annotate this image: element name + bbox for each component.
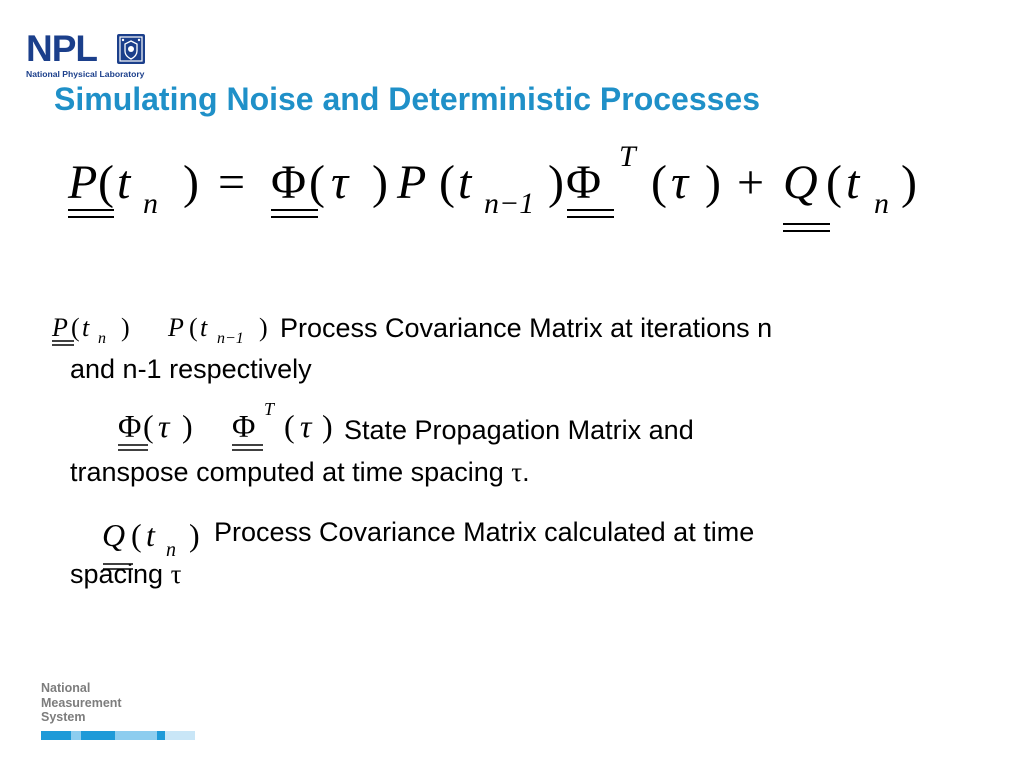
bullet-3-line-1: Process Covariance Matrix calculated at time (214, 517, 755, 547)
svg-text:t: t (82, 313, 90, 342)
eq-rparen-5: ) (901, 156, 917, 209)
svg-text:Φ: Φ (118, 408, 142, 444)
nms-bar-segment (71, 731, 81, 740)
eq-t-q: t (846, 156, 860, 209)
svg-text:Q: Q (102, 517, 126, 553)
npl-logo-letters: NPL (26, 28, 97, 69)
npl-logo-tagline: National Physical Laboratory (26, 69, 145, 79)
bullet-2-line-1: State Propagation Matrix and (344, 415, 694, 445)
tau-symbol: τ (170, 559, 182, 589)
nms-bar-segment (157, 731, 165, 740)
nms-bar-segment (41, 731, 71, 740)
svg-text:P: P (168, 313, 184, 342)
svg-text:n−1: n−1 (217, 330, 244, 347)
eq-rparen-1: ) (183, 156, 199, 209)
eq-P-lhs: P (68, 156, 98, 209)
eq-matrix-underlines (68, 210, 830, 231)
eq-t-lhs: t (117, 156, 131, 209)
eq-rparen-4: ) (705, 156, 721, 209)
svg-text:t: t (200, 313, 208, 342)
bullet-1-line-2: and n-1 respectively (70, 354, 312, 384)
svg-text:τ: τ (300, 408, 312, 444)
svg-text:(: ( (131, 517, 142, 553)
eq-lparen-5: ( (826, 156, 842, 209)
svg-text:Φ: Φ (232, 408, 256, 444)
bullet-1-line-1: Process Covariance Matrix at iterations n (280, 313, 773, 343)
svg-text:): ) (121, 313, 130, 342)
eq-equals: = (218, 156, 246, 209)
svg-text:(: ( (284, 408, 295, 444)
svg-text:): ) (322, 408, 333, 444)
svg-text:): ) (189, 517, 200, 553)
eq-P-rhs: P (397, 156, 427, 209)
svg-text:(: ( (189, 313, 198, 342)
svg-text:): ) (259, 313, 268, 342)
eq-Q: Q (783, 156, 818, 209)
eq-t-rhs: t (458, 156, 472, 209)
eq-plus: + (737, 156, 765, 209)
eq-rparen-2: ) (372, 156, 388, 209)
svg-text:): ) (182, 408, 193, 444)
svg-text:n: n (98, 330, 106, 347)
eq-rparen-3: ) (548, 156, 564, 209)
svg-text:n: n (166, 539, 176, 561)
nms-bar-segment (165, 731, 195, 740)
bullet-2-symbols (118, 399, 333, 450)
svg-text:t: t (146, 517, 155, 553)
eq-tau-2: τ (671, 156, 689, 209)
eq-sup-T: T (619, 140, 636, 173)
svg-text:P: P (52, 313, 68, 342)
eq-tau-1: τ (331, 156, 349, 209)
eq-phi-1: Φ (271, 156, 307, 209)
nms-color-bar (41, 731, 195, 740)
svg-text:(: ( (143, 408, 154, 444)
bullet-1-symbols (51, 313, 268, 347)
eq-phi-2: Φ (566, 156, 602, 209)
eq-lparen-3: ( (439, 156, 455, 209)
eq-lparen-4: ( (651, 156, 667, 209)
svg-text:τ: τ (158, 408, 170, 444)
svg-text:(: ( (71, 313, 80, 342)
main-equation (67, 140, 917, 231)
nms-bar-segment (81, 731, 115, 740)
eq-sub-n-minus-1: n−1 (484, 187, 535, 220)
bullet-2-line-2: transpose computed at time spacing τ. (70, 457, 530, 487)
nms-logo-text: National Measurement System (41, 681, 122, 724)
svg-text:T: T (264, 399, 275, 419)
bullet-3-line-2: spacing τ (70, 559, 182, 589)
eq-sub-n-2: n (874, 187, 889, 220)
slide-title: Simulating Noise and Deterministic Processes (54, 81, 761, 117)
nms-bar-segment (115, 731, 157, 740)
tau-symbol: τ (511, 457, 523, 487)
eq-sub-n-1: n (143, 187, 158, 220)
eq-lparen-1: ( (98, 156, 114, 209)
eq-lparen-2: ( (309, 156, 325, 209)
